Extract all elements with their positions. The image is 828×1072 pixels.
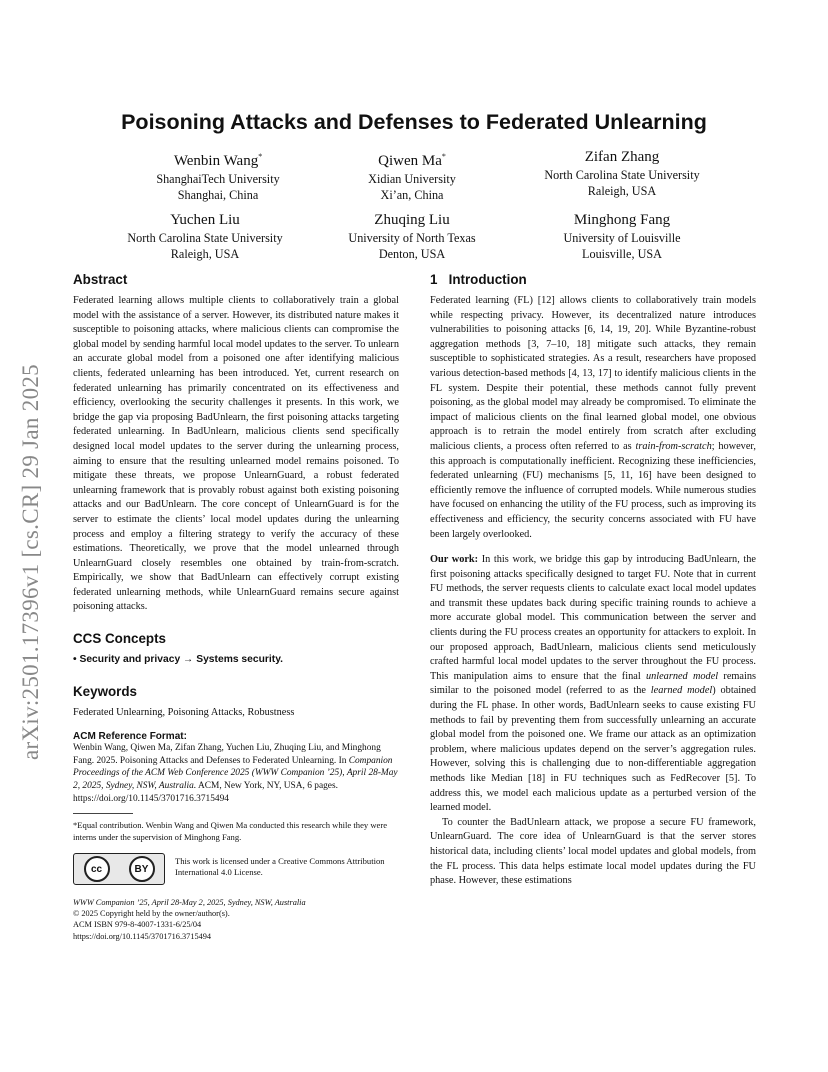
reference-format-text: Wenbin Wang, Qiwen Ma, Zifan Zhang, Yuchen Liu, Zhuqing Liu, and Minghong Fang. 2025. Poisoning Attacks and Defenses to Federated Unlearning. In Companion Proceedings of the ACM Web Conference 2025 (WWW Companion ’25), April 28-May 2, 2025, Sydney, NSW, Australia. ACM, New York, NY, USA, 6 pages. https://doi.org/10.1145/3701716.3715494: [73, 743, 398, 804]
ccs-heading: CCS Concepts: [73, 631, 167, 647]
venue-isbn: ACM ISBN 979-8-4007-1331-6/25/04: [73, 920, 202, 930]
venue-copyright: © 2025 Copyright held by the owner/author(s).: [73, 909, 230, 919]
author-location: Xi’an, China: [380, 188, 444, 202]
introduction-heading: 1 Introduction: [430, 272, 527, 287]
author-affiliation: Xidian University: [368, 172, 456, 186]
cc-by-badge-icon: [73, 853, 165, 885]
ccs-concepts: • Security and privacy → Systems security.: [73, 654, 284, 666]
cc-icon: cc: [84, 856, 110, 882]
author-block: [512, 211, 732, 262]
author-name: Zifan Zhang: [584, 149, 660, 165]
author-block: [82, 211, 328, 262]
author-block: [302, 148, 522, 203]
by-icon: BY: [129, 856, 155, 882]
author-affiliation: North Carolina State University: [544, 168, 700, 182]
intro-paragraph-1: Federated learning (FL) [12] allows clients to collaboratively train models while respecting privacy. However, its decentralized nature introduces vulnerabilities to poisoning attacks [6, 14, 19, 20]. While Byzantine-robust aggregation methods [3, 7–10, 18] mitigate such attacks, they remain susceptible to sophisticated strategies. As a result, researchers have proposed various detection-based methods [4, 13, 17] to identify malicious clients in the FL system. Despite their potential, these methods cannot fully prevent poisoning, as the global model may already be compromised. To eliminate the impact of malicious clients on the final learned global model, one obvious approach is to retrain the model entirely from scratch after excluding malicious clients, a process often referred to as train-from-scratch; however, this approach is computationally inefficient. Recognizing these inefficiencies, federated unlearning (FU) mechanisms [5, 11, 16] have been designed to efficiently remove the influence of corrupted models. While numerous studies have focused on enhancing the utility of the FU process, such as improving its effectiveness and efficiency, the security concerns associated with FU have been largely overlooked.: [430, 295, 756, 540]
author-affiliation: University of Louisville: [563, 231, 681, 245]
venue-doi: https://doi.org/10.1145/3701716.3715494: [73, 931, 212, 941]
author-block: [302, 211, 522, 262]
author-location: Denton, USA: [378, 247, 446, 261]
keywords-text: Federated Unlearning, Poisoning Attacks, Robustness: [73, 706, 295, 718]
author-location: Raleigh, USA: [170, 247, 240, 261]
author-location: Shanghai, China: [177, 188, 259, 202]
author-location: Louisville, USA: [582, 247, 662, 261]
arxiv-identifier: arXiv:2501.17396v1 [cs.CR] 29 Jan 2025: [18, 364, 43, 760]
reference-format-heading: ACM Reference Format:: [73, 731, 187, 743]
equal-contribution-mark: *: [258, 152, 263, 161]
equal-contribution-footnote: *Equal contribution. Wenbin Wang and Qiwen Ma conducted this research while they were interns under the supervision of Minghong Fang.: [73, 820, 388, 842]
abstract-heading: Abstract: [73, 272, 128, 287]
author-location: Raleigh, USA: [587, 184, 657, 198]
venue-block: [73, 897, 399, 942]
license-block: [73, 853, 399, 885]
equal-contribution-mark: *: [441, 152, 446, 161]
keywords-heading: Keywords: [73, 683, 137, 699]
intro-paragraph-2: Our work: In this work, we bridge this gap by introducing BadUnlearn, the first poisoning attacks specifically designed to target FU. Note that in current FU methods, the server requests clients to calculate exact local model updates and transmit these updates back during specific training rounds to achieve a more accurate global model. This communication between the server and clients during the FU process creates an opportunity for attackers to exploit. In our proposed approach, BadUnlearn, malicious clients send meticulously crafted harmful local model updates to the server throughout the FU process. This manipulation aims to ensure that the final unlearned model remains similar to the poisoned model (referred to as the learned model) obtained during the FL phase. In other words, BadUnlearn seeks to cause existing FU methods to fail by preventing them from successfully unlearning an accurate global model from the poisoned one. We frame our attack as an optimization problem, where malicious updates depend on the server’s aggregation rules. However, solving this is challenging due to non-differentiable aggregation methods like Median [18] in FU techniques such as FedRecover [5]. To address this, we model each malicious update as a perturbed version of the learned model.: [430, 554, 756, 814]
author-affiliation: University of North Texas: [348, 231, 476, 245]
author-name: Minghong Fang: [573, 212, 671, 228]
author-name: Wenbin Wang: [173, 153, 259, 169]
paper-title: Poisoning Attacks and Defenses to Federated Unlearning: [121, 110, 707, 134]
author-name: Yuchen Liu: [170, 212, 240, 228]
venue-conference: WWW Companion ’25, April 28-May 2, 2025, Sydney, NSW, Australia: [73, 898, 306, 908]
footnote-rule: [73, 813, 133, 814]
author-block: [512, 148, 732, 199]
author-name: Zhuqing Liu: [374, 212, 450, 228]
intro-paragraph-3: To counter the BadUnlearn attack, we propose a secure FU framework, UnlearnGuard. The core idea of UnlearnGuard is that the server stores historical data, including clients’ local model updates and global models, from the FL process. This data helps estimate local model updates during the FU phase. However, these estimations: [430, 816, 756, 887]
author-name: Qiwen Ma: [378, 153, 442, 169]
right-column: [430, 272, 756, 889]
license-text: This work is licensed under a Creative Commons Attribution International 4.0 License.: [175, 856, 385, 878]
author-affiliation: ShanghaiTech University: [156, 172, 280, 186]
author-affiliation: North Carolina State University: [127, 231, 283, 245]
abstract-text: Federated learning allows multiple clients to collaboratively train a global model with the assistance of a server. However, its distributed nature makes it susceptible to poisoning attacks, where malicious clients can compromise the global model by sending harmful local model updates to the server. To unlearn an accurate global model from a poisoned one after identifying malicious clients, federated unlearning has been introduced. Yet, current research on federated unlearning has primarily concentrated on its effectiveness and efficiency, overlooking the security challenges it presents. In this work, we bridge the gap via proposing BadUnlearn, the first poisoning attacks targeting federated unlearning. In BadUnlearn, malicious clients send specifically designed local model updates to the server during the unlearning process, aiming to ensure that the resulting unlearned model remains poisoned. To mitigate these threats, we propose UnlearnGuard, a robust federated unlearning framework that is provably robust against both existing poisoning attacks and our BadUnlearn. The core concept of UnlearnGuard is for the server to estimate the clients’ local model updates during the unlearning process and employ a filtering strategy to verify the accuracy of these estimations. Theoretically, we prove that the model unlearned through UnlearnGuard closely resembles one obtained by train-from-scratch. Empirically, we show that BadUnlearn can effectively corrupt existing federated unlearning methods, while UnlearnGuard remains secure against poisoning attacks.: [73, 295, 399, 613]
left-column: [73, 272, 399, 942]
author-block: [108, 148, 328, 203]
